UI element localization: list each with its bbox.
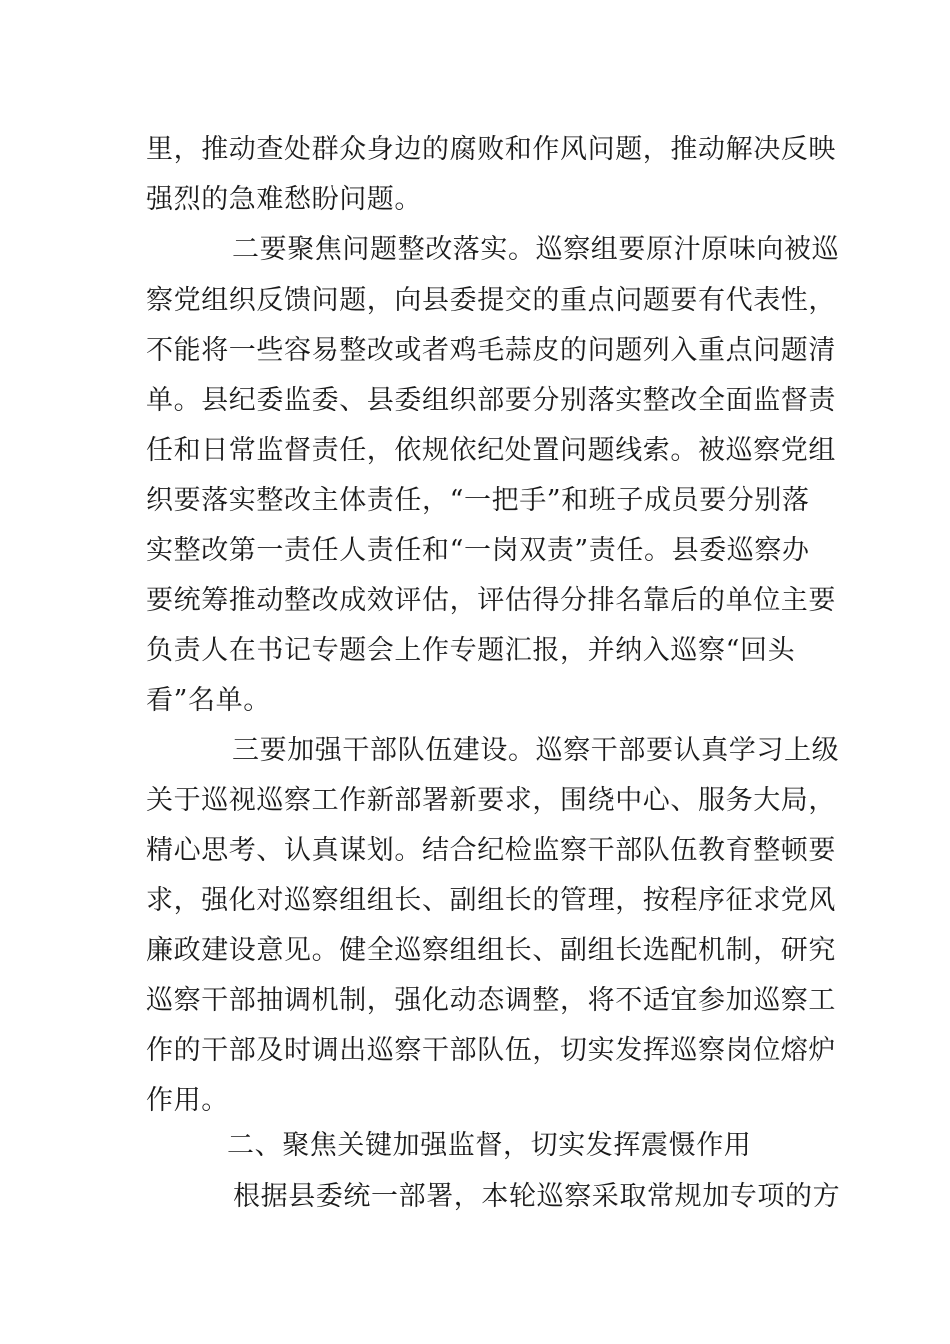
text-line: 作用。 <box>146 1085 229 1116</box>
text-line: 关于巡视巡察工作新部署新要求，围绕中心、服务大局， <box>146 785 836 816</box>
text-line: 负责人在书记专题会上作专题汇报，并纳入巡察“回头 <box>146 635 796 666</box>
text-line: 里，推动查处群众身边的腐败和作风问题，推动解决反映 <box>146 134 836 165</box>
text-line: 织要落实整改主体责任，“一把手”和班子成员要分别落 <box>146 485 810 516</box>
text-line: 实整改第一责任人责任和“一岗双责”责任。县委巡察办 <box>146 535 810 566</box>
text-line: 不能将一些容易整改或者鸡毛蒜皮的问题列入重点问题清 <box>146 335 836 366</box>
text-line: 察党组织反馈问题，向县委提交的重点问题要有代表性， <box>146 285 836 316</box>
section-heading: 二、聚焦关键加强监督，切实发挥震慑作用 <box>227 1130 752 1161</box>
text-line: 精心思考、认真谋划。结合纪检监察干部队伍教育整顿要 <box>146 835 836 866</box>
text-line: 看”名单。 <box>146 685 271 716</box>
paragraph-start-line: 二要聚焦问题整改落实。巡察组要原汁原味向被巡 <box>232 234 840 265</box>
text-line: 任和日常监督责任，依规依纪处置问题线索。被巡察党组 <box>146 435 836 466</box>
text-line: 廉政建设意见。健全巡察组组长、副组长选配机制，研究 <box>146 935 836 966</box>
text-line: 单。县纪委监委、县委组织部要分别落实整改全面监督责 <box>146 385 836 416</box>
text-line: 巡察干部抽调机制，强化动态调整，将不适宜参加巡察工 <box>146 985 836 1016</box>
text-line: 求，强化对巡察组组长、副组长的管理，按程序征求党风 <box>146 885 836 916</box>
paragraph-start-line: 三要加强干部队伍建设。巡察干部要认真学习上级 <box>232 735 840 766</box>
text-line: 要统筹推动整改成效评估，评估得分排名靠后的单位主要 <box>146 585 836 616</box>
text-line: 作的干部及时调出巡察干部队伍，切实发挥巡察岗位熔炉 <box>146 1035 836 1066</box>
text-line: 强烈的急难愁盼问题。 <box>146 184 422 215</box>
paragraph-start-line: 根据县委统一部署，本轮巡察采取常规加专项的方 <box>233 1181 841 1212</box>
